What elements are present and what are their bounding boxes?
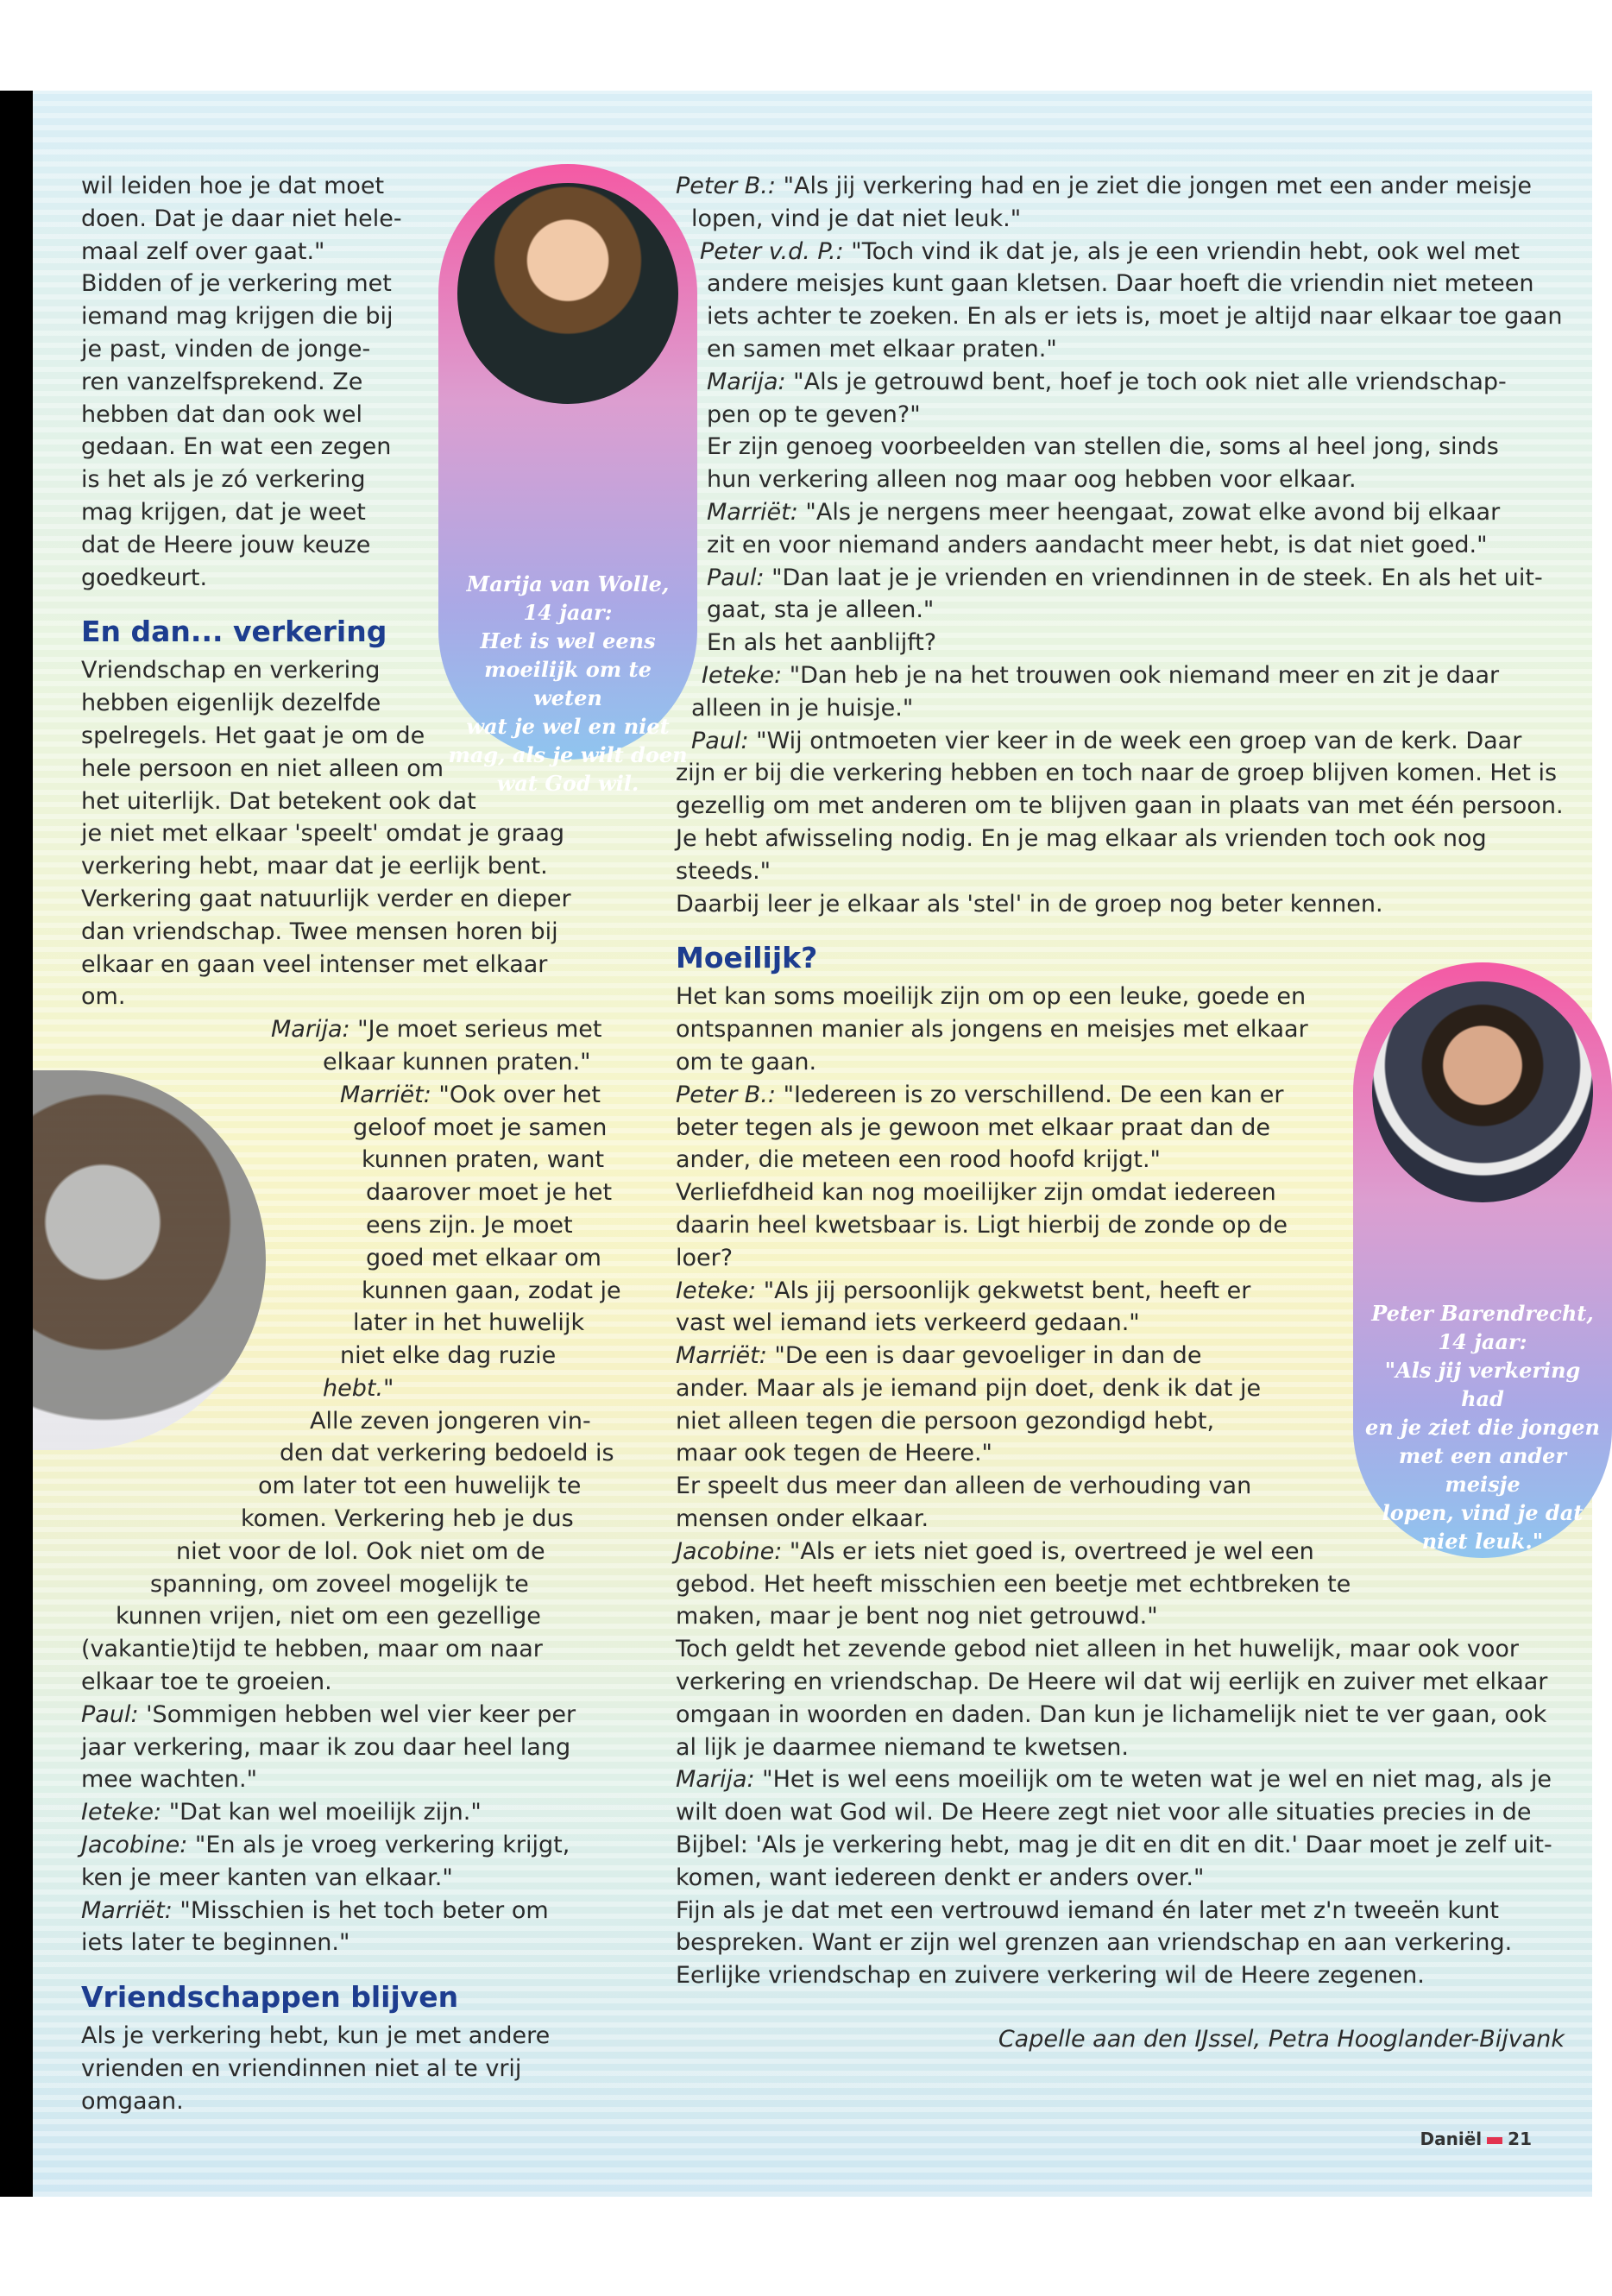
text-line: maal zelf over gaat." <box>81 237 325 265</box>
speaker-name: Peter B.: <box>676 1081 776 1108</box>
line-text: al lijk je daarmee niemand te kwetsen. <box>676 1733 1129 1761</box>
text-line <box>81 1437 633 1470</box>
line-text: daarin heel kwetsbaar is. Ligt hierbij de zonde op de <box>676 1211 1288 1239</box>
line-text: ander. Maar als je iemand pijn doet, denk ik dat je <box>676 1374 1262 1402</box>
marija-caption: Marija van Wolle, 14 jaar: Het is wel eens moeilijk om te weten wat je wel en niet mag, als je wilt doen wat God wil. <box>448 571 688 796</box>
line-text: (vakantie)tijd te hebben, maar om naar <box>81 1636 543 1663</box>
line-text: "Als jij persoonlijk gekwetst bent, heeft er <box>756 1277 1251 1304</box>
line-text: niet alleen tegen die persoon gezondigd hebt, <box>676 1407 1215 1435</box>
speaker-name: Ieteke: <box>81 1799 162 1826</box>
left-quotes <box>81 1699 633 1959</box>
speaker-name: Marriët: <box>707 498 798 526</box>
line-text: hun verkering alleen nog maar oog hebben voor elkaar. <box>707 466 1357 494</box>
line-text: Bijbel: 'Als je verkering hebt, mag je dit en dit en dit.' Daar moet je zelf uit- <box>676 1832 1552 1859</box>
speaker-name: Ieteke: <box>676 1277 757 1304</box>
line-text: geloof moet je samen <box>353 1113 608 1141</box>
text-line <box>81 1046 633 1079</box>
line-text: "Dan heb je na het trouwen ook niemand meer en zit je daar <box>782 661 1500 689</box>
text-line: vrienden en vriendinnen niet al te vrij <box>81 2055 522 2083</box>
scan-edge-bar <box>0 91 33 2197</box>
text-line <box>676 1927 1573 1959</box>
text-line <box>81 1731 633 1764</box>
line-text: gezellig om met anderen om te blijven gaan in plaats van met één persoon. <box>676 792 1564 820</box>
text-line <box>676 1829 1573 1862</box>
line-text: maken, maar je bent nog niet getrouwd." <box>676 1603 1158 1631</box>
text-line <box>81 1862 633 1895</box>
text-line <box>676 496 1573 529</box>
text-line <box>676 823 1573 855</box>
line-text: daarover moet je het <box>366 1179 613 1207</box>
line-text: den dat verkering bedoeld is <box>280 1440 614 1467</box>
text-line: Verkering gaat natuurlijk verder en dieper <box>81 885 571 912</box>
text-line: gedaan. En wat een zegen <box>81 433 392 461</box>
line-text: om te gaan. <box>676 1048 817 1075</box>
text-line <box>676 333 1573 366</box>
line-text: spanning, om zoveel mogelijk te <box>150 1570 529 1598</box>
text-line <box>676 1568 1573 1601</box>
line-text: mensen onder elkaar. <box>676 1505 929 1533</box>
line-text: steeds." <box>676 857 771 885</box>
speaker-name: Peter v.d. P.: <box>700 237 844 265</box>
line-text: verkering en vriendschap. De Heere wil dat wij eerlijk en zuiver met elkaar <box>676 1668 1548 1696</box>
line-text: Alle zeven jongeren vin- <box>310 1407 591 1435</box>
line-text: gaat, sta je alleen." <box>707 596 935 624</box>
line-text: ander, die meteen een rood hoofd krijgt." <box>676 1146 1161 1174</box>
text-line <box>676 627 1573 659</box>
speaker-name: Ieteke: <box>702 661 783 689</box>
line-text: beter tegen als je gewoon met elkaar praat dan de <box>676 1113 1270 1141</box>
text-line <box>676 1763 1573 1796</box>
text-line <box>676 399 1573 432</box>
line-text: 'Sommigen hebben wel vier keer per <box>138 1700 576 1728</box>
text-line <box>81 1568 633 1601</box>
line-text: En als het aanblijft? <box>707 629 937 657</box>
line-text: andere meisjes kunt gaan kletsen. Daar hoeft die vriendin niet meteen <box>707 270 1534 298</box>
line-text: alleen in je huisje." <box>691 694 914 722</box>
text-line <box>81 1829 633 1862</box>
text-line <box>81 1503 633 1536</box>
marija-photo <box>457 183 678 404</box>
peter-portrait-medal <box>1353 962 1612 1558</box>
line-text: Fijn als je dat met een vertrouwd iemand én later met z'n tweeën kunt <box>676 1896 1499 1924</box>
text-line <box>81 1666 633 1699</box>
line-text: niet elke dag ruzie <box>340 1342 557 1370</box>
text-line <box>676 1895 1573 1927</box>
text-line: elkaar en gaan veel intenser met elkaar <box>81 950 548 978</box>
line-text: iets achter te zoeken. En als er iets is, moet je altijd naar elkaar toe gaan <box>707 303 1563 331</box>
line-text: lopen, vind je dat niet leuk." <box>691 205 1022 232</box>
page-number: 21 <box>1508 2129 1532 2149</box>
text-line: is het als je zó verkering <box>81 466 366 494</box>
text-line: je past, vinden de jonge- <box>81 335 371 363</box>
text-line: dan vriendschap. Twee mensen horen bij <box>81 918 558 945</box>
vriendschappen-paragraph <box>81 2020 633 2117</box>
line-text: omgaan in woorden en daden. Dan kun je lichamelijk niet te ver gaan, ook <box>676 1700 1547 1728</box>
line-text: kunnen gaan, zodat je <box>362 1277 621 1304</box>
text-line <box>676 855 1573 888</box>
line-text: bespreken. Want er zijn wel grenzen aan vriendschap en aan verkering. <box>676 1929 1513 1957</box>
line-text: elkaar kunnen praten." <box>323 1048 591 1075</box>
line-text: pen op te geven?" <box>707 401 921 428</box>
text-line <box>676 594 1573 627</box>
line-text: komen. Verkering heb je dus <box>241 1505 574 1533</box>
text-line <box>81 1895 633 1927</box>
speaker-name: Marriët: <box>81 1896 173 1924</box>
footer-mark <box>1487 2137 1502 2144</box>
line-text: "Wij ontmoeten vier keer in de week een groep van de kerk. Daar <box>748 727 1522 754</box>
line-text: "Als je getrouwd bent, hoef je toch ook niet alle vriendschap- <box>785 368 1507 395</box>
speaker-name: Paul: <box>81 1700 139 1728</box>
text-line: Vriendschap en verkering <box>81 657 381 684</box>
peter-photo <box>1372 981 1593 1202</box>
speaker-name: Marriët: <box>340 1081 431 1108</box>
text-line: hebben eigenlijk dezelfde <box>81 690 381 717</box>
line-text: goed met elkaar om <box>366 1244 601 1271</box>
line-text: Toch geldt het zevende gebod niet alleen in het huwelijk, maar ook voor <box>676 1636 1519 1663</box>
line-text: en samen met elkaar praten." <box>707 335 1057 363</box>
line-text: Je hebt afwisseling nodig. En je mag elkaar als vrienden toch ook nog <box>676 824 1487 852</box>
line-text: "Het is wel eens moeilijk om te weten wat je wel en niet mag, als je <box>754 1766 1552 1794</box>
magazine-name: Daniël <box>1420 2129 1483 2149</box>
text-line <box>676 203 1573 236</box>
text-line <box>676 1731 1573 1764</box>
line-text: kunnen vrijen, niet om een gezellige <box>116 1603 541 1631</box>
text-line: je niet met elkaar 'speelt' omdat je graag <box>81 820 564 848</box>
text-line: ren vanzelfsprekend. Ze <box>81 368 363 395</box>
text-line <box>676 431 1573 464</box>
text-line: goedkeurt. <box>81 564 208 591</box>
page-footer <box>1420 2129 1532 2149</box>
speaker-name: Marriët: <box>676 1342 767 1370</box>
line-text: zit en voor niemand anders aandacht meer hebt, is dat niet goed." <box>707 531 1488 558</box>
line-text: niet voor de lol. Ook niet om de <box>176 1537 545 1565</box>
line-text: later in het huwelijk <box>353 1309 585 1337</box>
magazine-page <box>33 91 1600 2197</box>
text-line <box>81 1536 633 1568</box>
line-text: ontspannen manier als jongens en meisjes met elkaar <box>676 1016 1308 1044</box>
text-line <box>81 1013 633 1046</box>
line-text: mee wachten." <box>81 1766 258 1794</box>
marija-portrait-medal <box>438 164 697 796</box>
line-text: Het kan soms moeilijk zijn om op een leuke, goede en <box>676 983 1307 1011</box>
line-text: "Iedereen is zo verschillend. De een kan er <box>775 1081 1284 1108</box>
text-line <box>676 1600 1573 1633</box>
speaker-name: Marija: <box>271 1016 350 1044</box>
text-line: Bidden of je verkering met <box>81 270 392 298</box>
line-text: "Je moet serieus met <box>349 1016 602 1044</box>
text-line <box>81 1633 633 1666</box>
text-line: spelregels. Het gaat je om de <box>81 722 425 749</box>
text-line: Als je verkering hebt, kun je met andere <box>81 2022 551 2050</box>
text-line <box>676 1699 1573 1731</box>
text-line: mag krijgen, dat je weet <box>81 498 366 526</box>
text-line <box>676 1959 1573 1992</box>
line-text: "Als er iets niet goed is, overtreed je wel een <box>782 1537 1314 1565</box>
text-line <box>81 1927 633 1959</box>
right-dialog <box>676 170 1573 920</box>
line-text: komen, want iedereen denkt er anders over." <box>676 1864 1205 1891</box>
line-text: "Dan laat je je vrienden en vriendinnen in de steek. En als het uit- <box>764 564 1543 591</box>
text-line <box>81 1470 633 1503</box>
author-signature: Capelle aan den IJssel, Petra Hooglander-Bijvank <box>998 2026 1565 2053</box>
line-text: "Misschien is het toch beter om <box>172 1896 549 1924</box>
text-line <box>81 1763 633 1796</box>
line-text: maar ook tegen de Heere." <box>676 1440 992 1467</box>
line-text: Er speelt dus meer dan alleen de verhouding van <box>676 1473 1252 1500</box>
text-line: hebben dat dan ook wel <box>81 401 362 428</box>
speaker-name: Jacobine: <box>676 1537 783 1565</box>
text-line <box>676 1633 1573 1666</box>
heading-en-dan-verkering: En dan... verkering <box>81 615 387 649</box>
line-text: "Toch vind ik dat je, als je een vriendin hebt, ook wel met <box>843 237 1520 265</box>
text-line <box>676 888 1573 921</box>
line-text: eens zijn. Je moet <box>366 1211 573 1239</box>
line-text: "En als je vroeg verkering krijgt, <box>187 1832 570 1859</box>
text-line <box>676 529 1573 562</box>
text-line <box>676 1862 1573 1895</box>
line-text: Verliefdheid kan nog moeilijker zijn omdat iedereen <box>676 1179 1276 1207</box>
speaker-name: Paul: <box>691 727 749 754</box>
line-text: wilt doen wat God wil. De Heere zegt niet voor alle situaties precies in de <box>676 1799 1532 1826</box>
line-text: "Ook over het <box>431 1081 601 1108</box>
line-text: Daarbij leer je elkaar als 'stel' in de groep nog beter kennen. <box>676 890 1383 918</box>
text-line <box>676 300 1573 333</box>
text-line <box>676 659 1573 692</box>
text-line <box>676 236 1573 268</box>
text-line <box>676 170 1573 203</box>
text-line <box>676 1796 1573 1829</box>
heading-moeilijk: Moeilijk? <box>676 941 818 975</box>
line-text: "Dat kan wel moeilijk zijn." <box>161 1799 482 1826</box>
line-text: jaar verkering, maar ik zou daar heel lang <box>81 1733 571 1761</box>
text-line: doen. Dat je daar niet hele- <box>81 205 402 232</box>
speaker-name: Jacobine: <box>81 1832 188 1859</box>
line-text: "De een is daar gevoeliger in dan de <box>766 1342 1202 1370</box>
line-text: "Als jij verkering had en je ziet die jongen met een ander meisje <box>775 173 1533 199</box>
text-line <box>676 757 1573 790</box>
text-line: het uiterlijk. Dat betekent ook dat <box>81 787 476 815</box>
line-text: iets later te beginnen." <box>81 1929 350 1957</box>
text-line: wil leiden hoe je dat moet <box>81 173 385 199</box>
line-text: elkaar toe te groeien. <box>81 1668 332 1696</box>
text-line <box>81 1796 633 1829</box>
text-line: dat de Heere jouw keuze <box>81 531 371 558</box>
heading-vriendschappen-blijven: Vriendschappen blijven <box>81 1980 459 2015</box>
text-line <box>676 692 1573 725</box>
line-text: gebod. Het heeft misschien een beetje met echtbreken te <box>676 1570 1351 1598</box>
speaker-name: Marija: <box>676 1766 755 1794</box>
line-text: Eerlijke vriendschap en zuivere verkering wil de Heere zegenen. <box>676 1962 1425 1990</box>
line-text: kunnen praten, want <box>362 1146 605 1174</box>
line-text: hebt." <box>323 1374 394 1402</box>
line-text: vast wel iemand iets verkeerd gedaan." <box>676 1309 1140 1337</box>
text-line: hele persoon en niet alleen om <box>81 754 444 782</box>
line-text: ken je meer kanten van elkaar." <box>81 1864 453 1891</box>
line-text: "Als je nergens meer heengaat, zowat elke avond bij elkaar <box>797 498 1501 526</box>
text-line <box>81 1600 633 1633</box>
seven-youths-paragraph <box>81 1405 633 1699</box>
line-text: loer? <box>676 1244 734 1271</box>
text-line <box>676 1666 1573 1699</box>
line-text: Er zijn genoeg voorbeelden van stellen die, soms al heel jong, sinds <box>707 433 1499 461</box>
text-line <box>81 1699 633 1731</box>
speaker-name: Peter B.: <box>676 173 776 199</box>
text-line <box>676 464 1573 496</box>
speaker-name: Marija: <box>707 368 786 395</box>
peter-caption: Peter Barendrecht, 14 jaar: "Als jij verkering had en je ziet die jongen met een ander meisje lopen, vind je dat niet leuk." <box>1364 1301 1600 1554</box>
line-text: zijn er bij die verkering hebben en toch naar de groep blijven komen. Het is <box>676 760 1558 787</box>
text-line <box>676 562 1573 595</box>
text-line <box>676 366 1573 399</box>
text-line <box>676 790 1573 823</box>
text-line: om. <box>81 983 126 1011</box>
text-line: iemand mag krijgen die bij <box>81 303 394 331</box>
text-line: verkering hebt, maar dat je eerlijk bent. <box>81 853 548 880</box>
speaker-name: Paul: <box>707 564 765 591</box>
text-line <box>676 725 1573 758</box>
text-line <box>676 268 1573 300</box>
line-text: om later tot een huwelijk te <box>258 1473 582 1500</box>
text-line: omgaan. <box>81 2087 184 2115</box>
